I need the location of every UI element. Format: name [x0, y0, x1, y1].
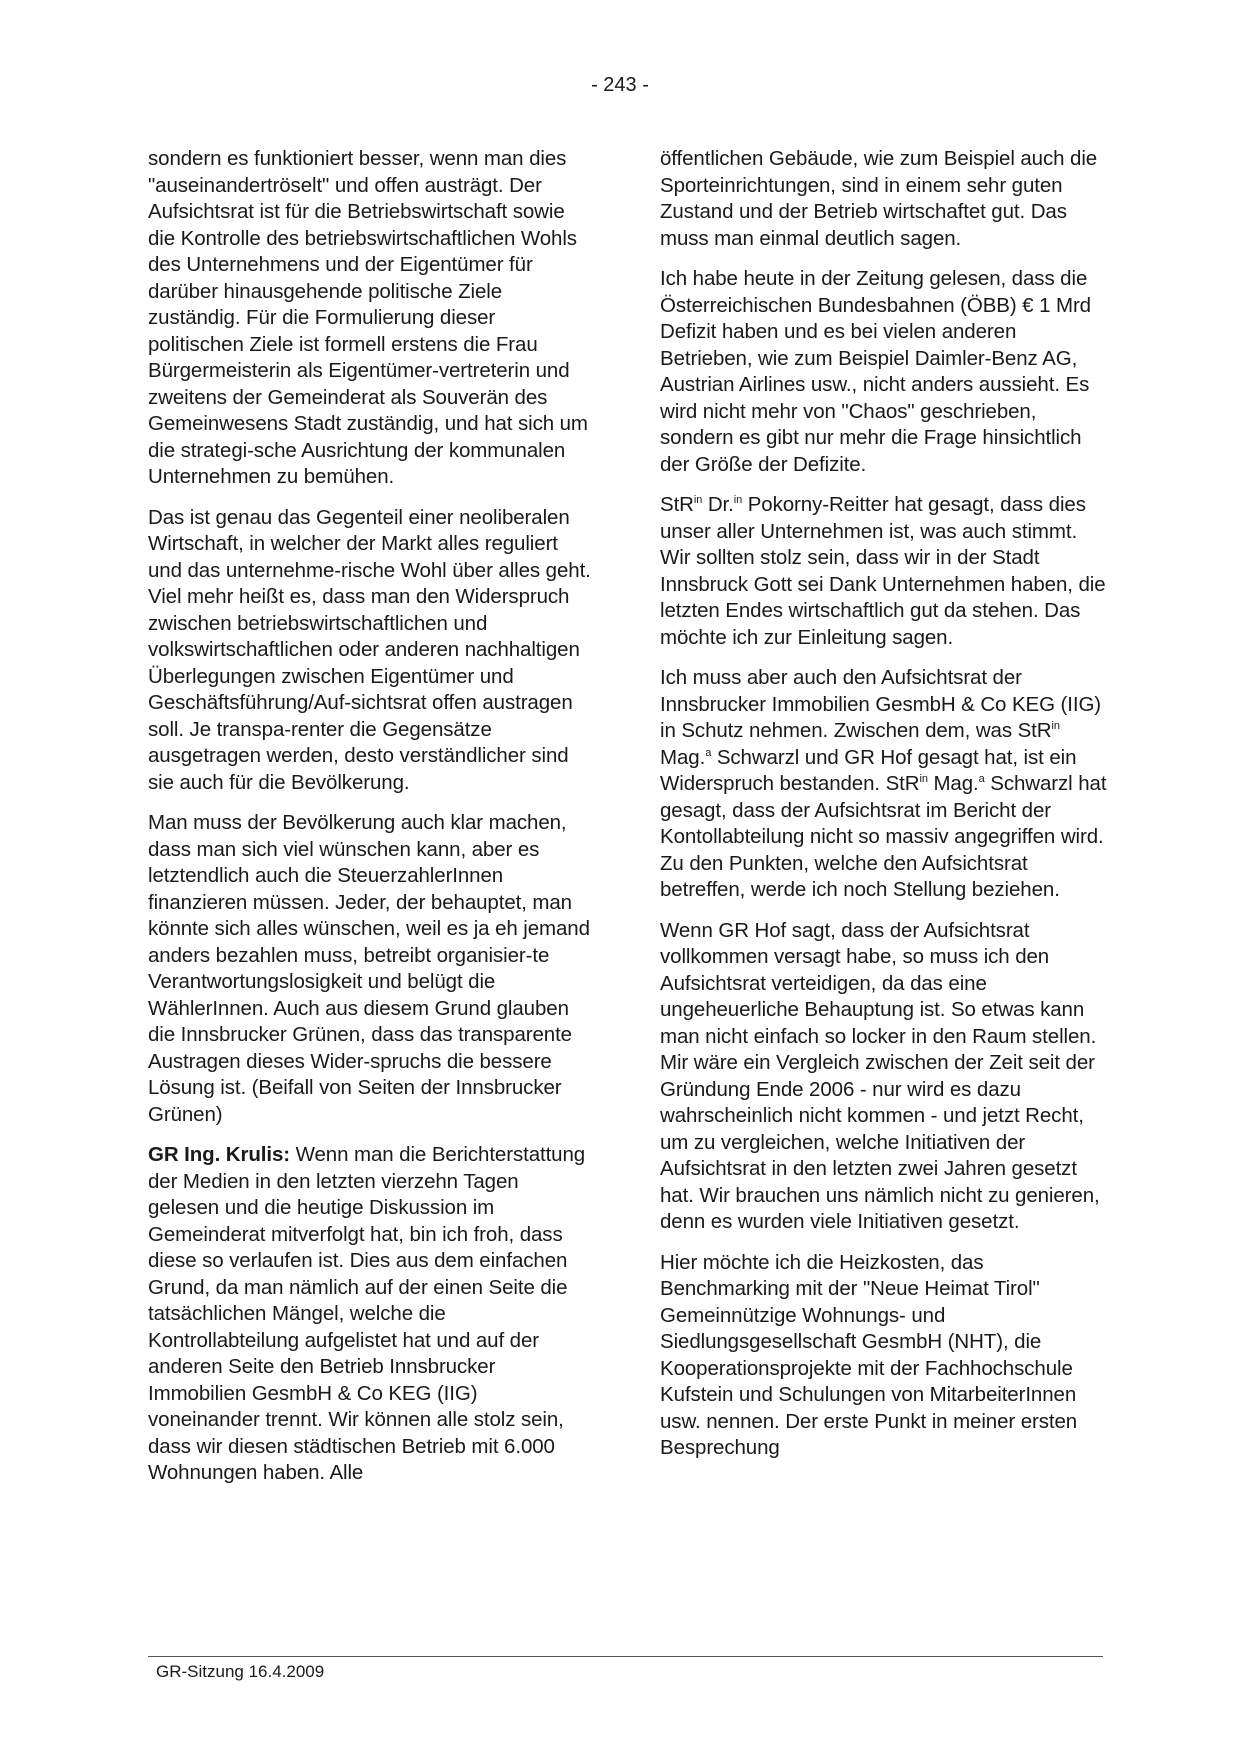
text-segment: Schwarzl hat gesagt, dass der Aufsichtsrat im Bericht der Kontollabteilung nicht so massiv angegriffen wird. Zu den Punkten, welche den Aufsichtsrat betreffen, werde ich noch Stellung beziehen.: [660, 772, 1107, 901]
paragraph: [660, 665, 1110, 904]
text-segment: Dr.: [702, 493, 734, 516]
footer-divider: [148, 1656, 1103, 1657]
text-segment: StR: [660, 493, 694, 516]
superscript: in: [693, 494, 703, 506]
left-column: [148, 146, 593, 1501]
text-segment: Mag.: [660, 745, 706, 769]
paragraph: Ich habe heute in der Zeitung gelesen, dass die Österreichischen Bundesbahnen (ÖBB) € 1 Mrd Defizit haben und es bei vielen anderen Betrieben, wie zum Beispiel Daimler-Benz AG, Austrian Airlines usw., nicht anders aussieht. Es wird nicht mehr von "Chaos" geschrieben, sondern es gibt nur mehr die Frage hinsichtlich der Größe der Defizite.: [660, 267, 1091, 476]
paragraph: Man muss der Bevölkerung auch klar machen, dass man sich viel wünschen kann, aber es letztendlich auch die SteuerzahlerInnen finanzieren müssen. Jeder, der behauptet, man könnte sich alles wünschen, weil es ja eh jemand anders bezahlen muss, betreibt organisier-te Verantwortungslosigkeit und belügt die WählerInnen. Auch aus diesem Grund glauben die Innsbrucker Grünen, dass das transparente Austragen dieses Wider-spruchs die bessere Lösung ist. (Beifall von Seiten der Innsbrucker Grünen): [148, 811, 590, 1126]
superscript: a: [705, 746, 712, 759]
superscript: in: [1051, 720, 1060, 732]
paragraph: [148, 1142, 593, 1487]
paragraph: sondern es funktioniert besser, wenn man dies "auseinandertröselt" und offen austrägt. Der Aufsichtsrat ist für die Betriebswirtschaft sowie die Kontrolle des betriebswirtschaftlichen Wohls des Unternehmens und der Eigentümer für darüber hinausgehende politische Ziele zuständig. Für die Formulierung dieser politischen Ziele ist formell erstens die Frau Bürgermeisterin als Eigentümer-vertreterin und zweitens der Gemeinderat als Souverän des Gemeinwesens Stadt zuständig, und hat sich um die strategi-sche Ausrichtung der kommunalen Unternehmen zu bemühen.: [148, 147, 588, 488]
paragraph: öffentlichen Gebäude, wie zum Beispiel auch die Sporteinrichtungen, sind in einem sehr guten Zustand und der Betrieb wirtschaftet gut. Das muss man einmal deutlich sagen.: [660, 147, 1098, 250]
superscript: a: [978, 773, 985, 785]
page-number: - 243 -: [591, 74, 649, 96]
superscript: in: [919, 773, 928, 785]
right-column: [660, 146, 1110, 1476]
footer-session-label: GR-Sitzung 16.4.2009: [156, 1662, 325, 1681]
paragraph: Das ist genau das Gegenteil einer neoliberalen Wirtschaft, in welcher der Markt alles reguliert und das unternehme-rische Wohl über alles geht. Viel mehr heißt es, dass man den Widerspruch zwischen betriebswirtschaftlichen und volkswirtschaftlichen oder anderen nachhaltigen Überlegungen zwischen Eigentümer und Geschäftsführung/Auf-sichtsrat offen austragen soll. Je transpa-renter die Gegensätze ausgetragen werden, desto verständlicher sind sie auch für die Bevölkerung.: [148, 505, 591, 794]
superscript: in: [733, 494, 743, 506]
paragraph: [660, 492, 1110, 651]
text-segment: Pokorny-Reitter hat gesagt, dass dies unser aller Unternehmen ist, was auch stimmt. Wir sollten stolz sein, dass wir in der Stadt Innsbruck Gott sei Dank Unternehmen haben, die letzten Endes wirtschaftlich gut da stehen. Das möchte ich zur Einleitung sagen.: [660, 493, 1106, 649]
text-segment: Mag.: [927, 772, 979, 795]
paragraph: Hier möchte ich die Heizkosten, das Benchmarking mit der "Neue Heimat Tirol" Gemeinnützige Wohnungs- und Siedlungsgesellschaft GesmbH (NHT), die Kooperationsprojekte mit der Fachhochschule Kufstein und Schulungen von MitarbeiterInnen usw. nennen. Der erste Punkt in meiner ersten Besprechung: [660, 1250, 1078, 1459]
text-segment: Ich muss aber auch den Aufsichtsrat der Innsbrucker Immobilien GesmbH & Co KEG (IIG) in Schutz nehmen. Zwischen dem, was StR: [660, 666, 1102, 742]
speaker-name: GR Ing. Krulis:: [148, 1143, 291, 1166]
paragraph: Wenn GR Hof sagt, dass der Aufsichtsrat vollkommen versagt habe, so muss ich den Aufsichtsrat verteidigen, da das eine ungeheuerliche Behauptung ist. So etwas kann man nicht einfach so locker in den Raum stellen. Mir wäre ein Vergleich zwischen der Zeit seit der Gründung Ende 2006 - nur wird es dazu wahrscheinlich nicht kommen - und jetzt Recht, um zu vergleichen, welche Initiativen der Aufsichtsrat in den letzten zwei Jahren gesetzt hat. Wir brauchen uns nämlich nicht zu genieren, denn es wurden viele Initiativen gesetzt.: [660, 918, 1100, 1233]
speech-text: Wenn man die Berichterstattung der Medien in den letzten vierzehn Tagen gelesen und die heutige Diskussion im Gemeinderat mitverfolgt hat, bin ich froh, dass diese so verlaufen ist. Dies aus dem einfachen Grund, da man nämlich auf der einen Seite die tatsächlichen Mängel, welche die Kontrollabteilung aufgelistet hat und auf der anderen Seite den Betrieb Innsbrucker Immobilien GesmbH & Co KEG (IIG) voneinander trennt. Wir können alle stolz sein, dass wir diesen städtischen Betrieb mit 6.000 Wohnungen haben. Alle: [148, 1143, 586, 1484]
text-segment: Schwarzl und GR Hof gesagt hat, ist ein Widerspruch bestanden. StR: [660, 745, 1077, 795]
